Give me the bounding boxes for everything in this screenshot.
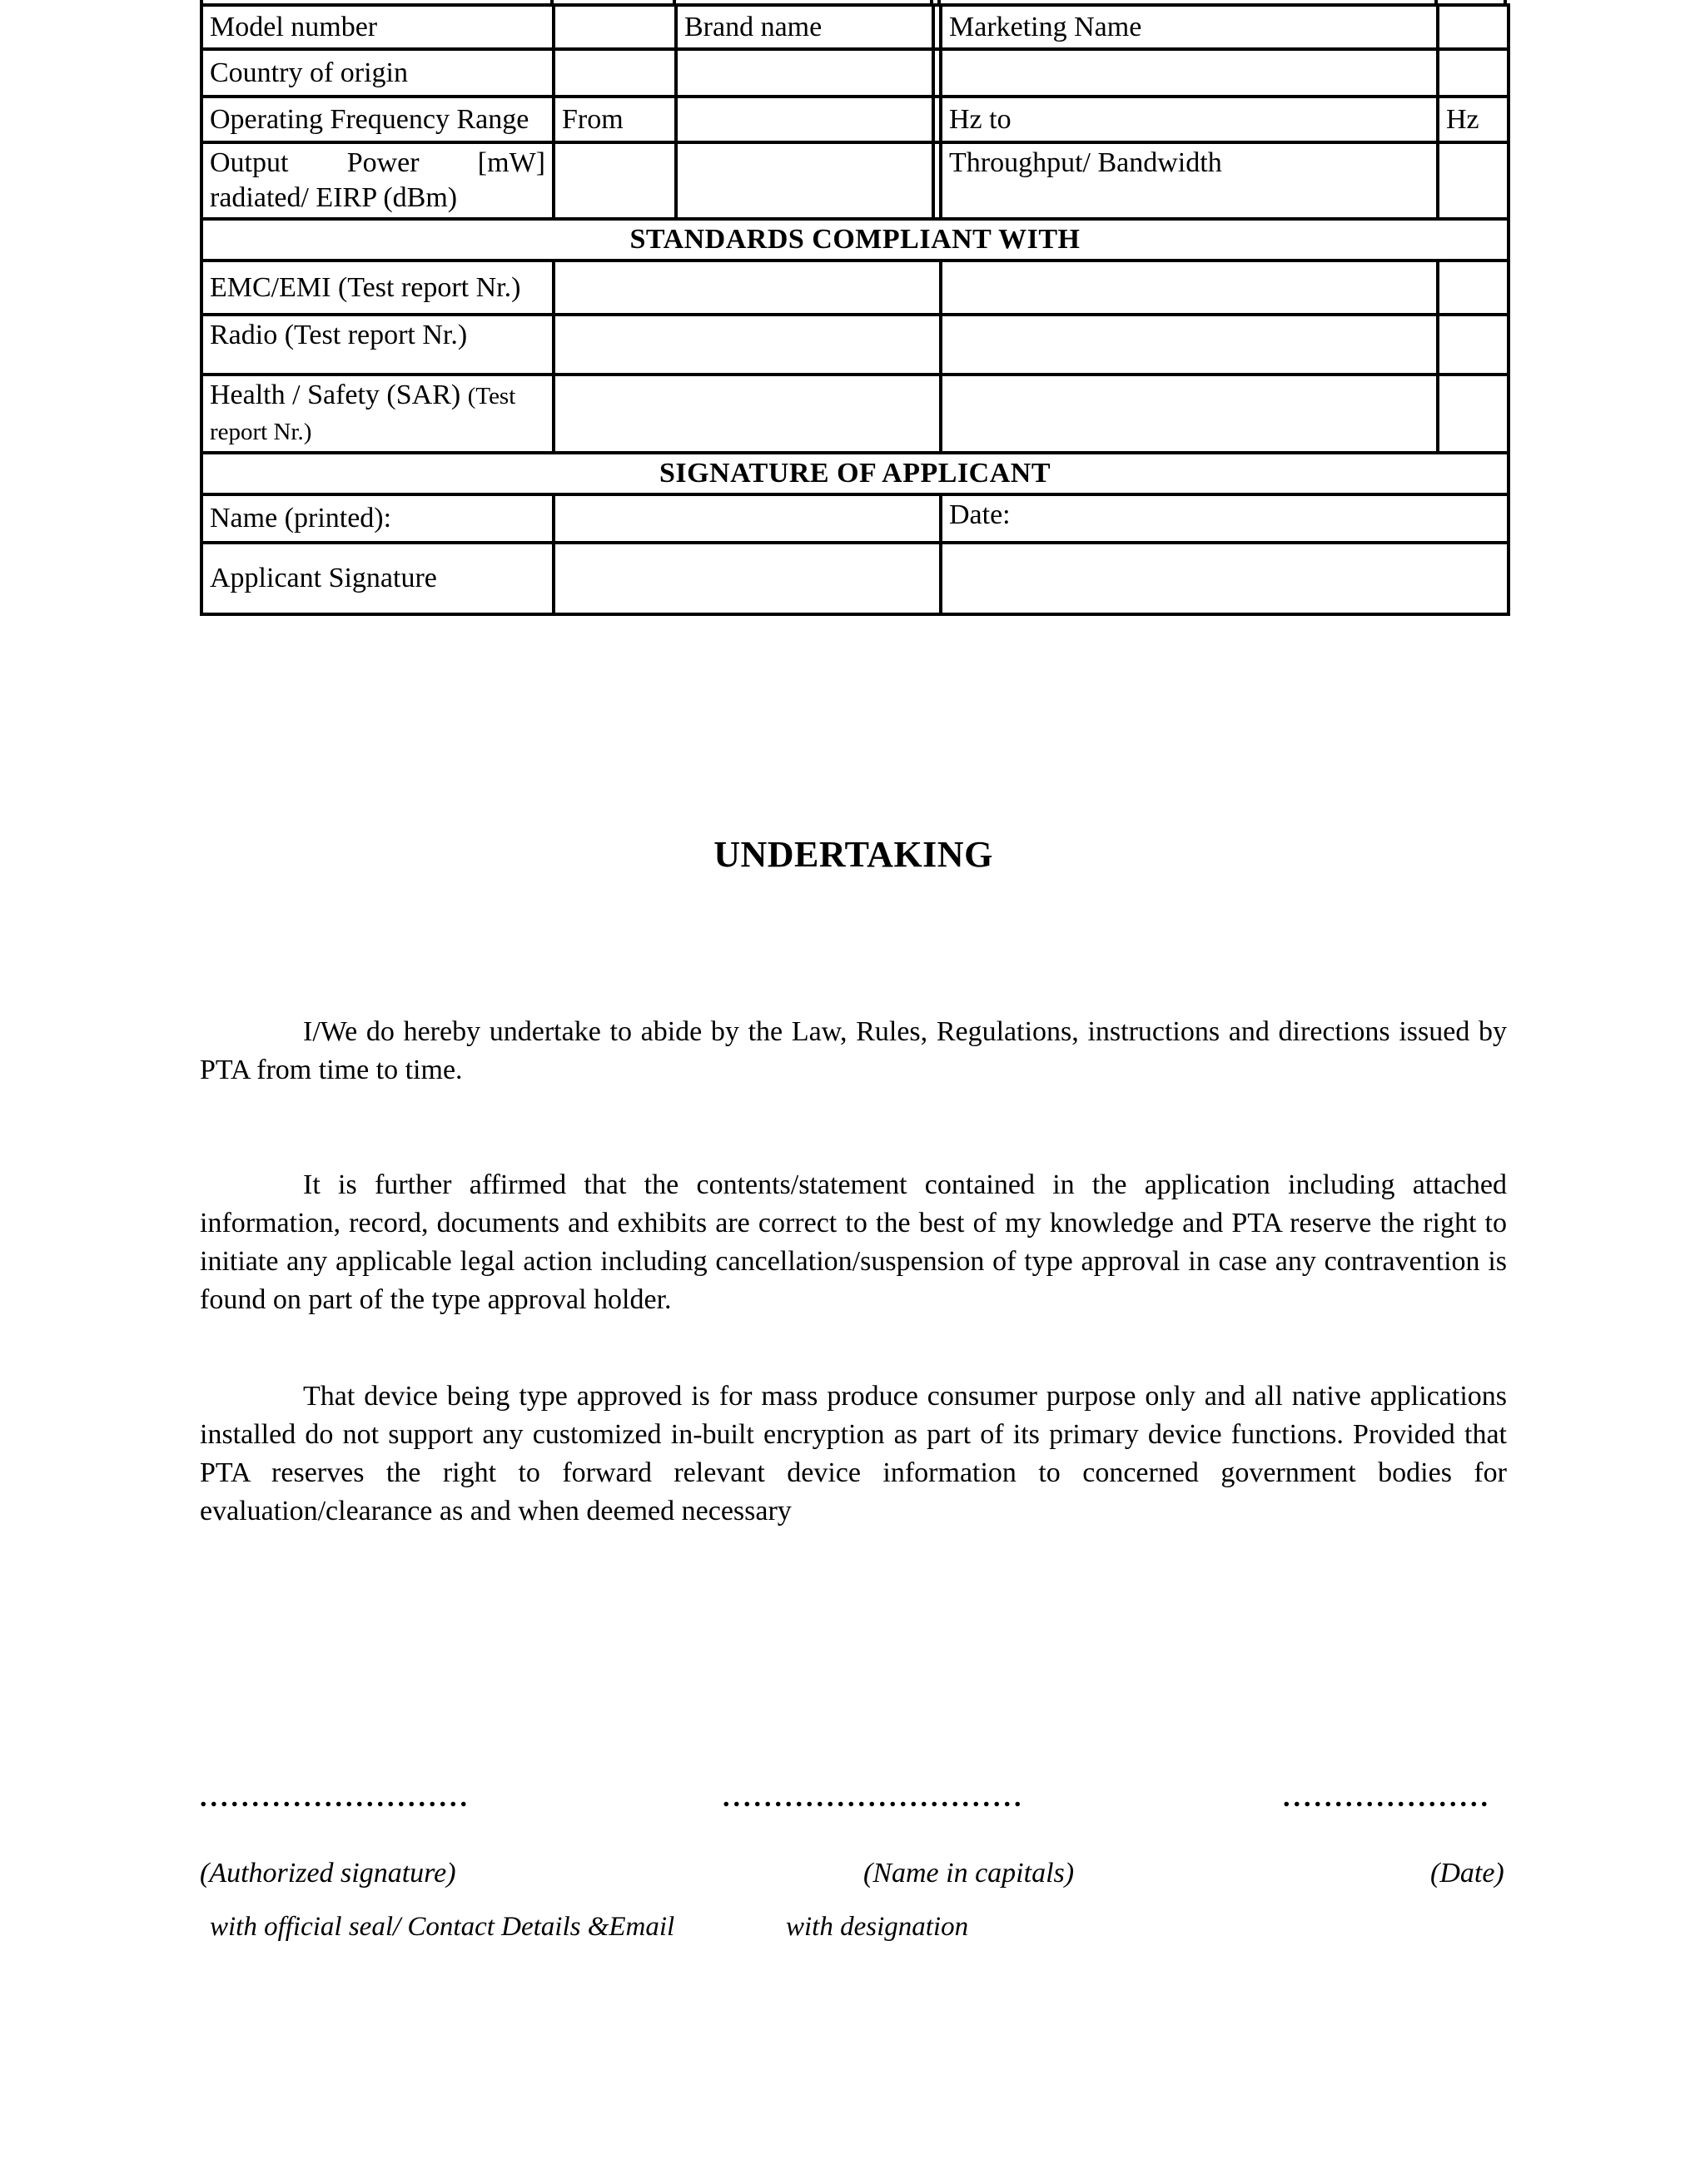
- table-row-health-safety: [201, 375, 1509, 453]
- label-output-power-line2: radiated/ EIRP (dBm): [210, 182, 458, 213]
- label-output-power: [201, 142, 554, 219]
- gap-cell: [933, 142, 941, 219]
- date-label: (Date): [1430, 1858, 1504, 1889]
- table-row-emc-emi: [201, 261, 1509, 315]
- field-end-cell: [1438, 5, 1509, 49]
- label-model-number: Model number: [201, 5, 554, 49]
- field-radio-value: [554, 315, 941, 375]
- label-health-safety-small: (Test report Nr.): [210, 383, 516, 445]
- field-end-cell: [1438, 142, 1509, 219]
- field-cell: [554, 142, 676, 219]
- label-health-safety: [201, 375, 554, 453]
- table-row-applicant-signature: [201, 543, 1509, 614]
- field-end-cell: [1438, 315, 1509, 375]
- field-end-cell: [1438, 49, 1509, 97]
- section-header-standards: STANDARDS COMPLIANT WITH: [201, 219, 1509, 261]
- label-radio: Radio (Test report Nr.): [201, 315, 554, 375]
- gap-cell: [933, 97, 941, 142]
- gap-cell: [933, 49, 941, 97]
- field-cell: [676, 49, 933, 97]
- undertaking-title: UNDERTAKING: [713, 834, 993, 875]
- undertaking-paragraph-1: I/We do hereby undertake to abide by the Law, Rules, Regulations, instructions and directions issued by PTA from time to time.: [200, 1016, 1507, 1085]
- label-applicant-signature: Applicant Signature: [201, 543, 554, 614]
- field-cell: [554, 49, 676, 97]
- label-from: From: [554, 97, 676, 142]
- with-designation-sublabel: with designation: [786, 1912, 969, 1942]
- table-row-output-power: [201, 142, 1509, 219]
- table-row-standards-header: [201, 219, 1509, 261]
- undertaking-paragraph-2: It is further affirmed that the contents/statement contained in the application including attached information, record, documents and exhibits are correct to the best of my knowledge and PTA reserve the right to initiate any applicable legal action including cancellation/suspension of type approval in case any contravention is found on part of the type approval holder.: [200, 1169, 1507, 1315]
- field-model-number-value: [554, 5, 676, 49]
- label-emc-emi: EMC/EMI (Test report Nr.): [201, 261, 554, 315]
- table-row-name-printed: [201, 494, 1509, 543]
- label-operating-frequency-range: Operating Frequency Range: [201, 97, 554, 142]
- table-row-model-number: [201, 5, 1509, 49]
- label-name-printed: Name (printed):: [201, 494, 554, 543]
- field-emc-emi-value: [554, 261, 941, 315]
- label-marketing-name: Marketing Name: [941, 5, 1438, 49]
- label-throughput-bandwidth: Throughput/ Bandwidth: [941, 142, 1438, 219]
- table-row-radio: [201, 315, 1509, 375]
- section-header-signature: SIGNATURE OF APPLICANT: [201, 453, 1509, 494]
- name-in-capitals-label: (Name in capitals): [863, 1858, 1075, 1889]
- official-seal-sublabel: with official seal/ Contact Details &Email: [210, 1912, 675, 1942]
- field-name-printed-value: [554, 494, 941, 543]
- field-cell: [941, 49, 1438, 97]
- label-hz: Hz: [1438, 97, 1509, 142]
- signature-dotted-line: ..........................: [200, 1782, 470, 1813]
- field-cell: [676, 142, 933, 219]
- date-dotted-line: ....................: [1283, 1782, 1491, 1813]
- gap-cell: [933, 5, 941, 49]
- undertaking-paragraph-3: That device being type approved is for mass produce consumer purpose only and all native applications installed do not support any customized in-built encryption as part of its primary device functions. Provided that PTA reserves the right to forward relevant device information to concerned government bodies for evaluation/clearance as and when deemed necessary: [200, 1381, 1507, 1526]
- label-brand-name: Brand name: [676, 5, 933, 49]
- table-row-signature-header: [201, 453, 1509, 494]
- field-end-cell: [1438, 261, 1509, 315]
- field-cell: [941, 261, 1438, 315]
- field-cell: [941, 315, 1438, 375]
- field-end-cell: [1438, 375, 1509, 453]
- authorized-signature-label: (Authorized signature): [200, 1858, 456, 1889]
- label-health-safety-main: Health / Safety (SAR): [210, 380, 461, 410]
- field-frequency-from-value: [676, 97, 933, 142]
- label-date: Date:: [941, 494, 1509, 543]
- label-country-of-origin: Country of origin: [201, 49, 554, 97]
- name-dotted-line: .............................: [723, 1782, 1025, 1813]
- field-applicant-signature-value: [554, 543, 941, 614]
- label-hz-to: Hz to: [941, 97, 1438, 142]
- label-output-power-line1: Output Power [mW]: [210, 147, 545, 178]
- table-row-frequency-range: [201, 97, 1509, 142]
- table-row-country-of-origin: [201, 49, 1509, 97]
- field-cell: [941, 375, 1438, 453]
- field-health-safety-value: [554, 375, 941, 453]
- type-approval-form-table: [200, 3, 1510, 616]
- field-cell: [941, 543, 1509, 614]
